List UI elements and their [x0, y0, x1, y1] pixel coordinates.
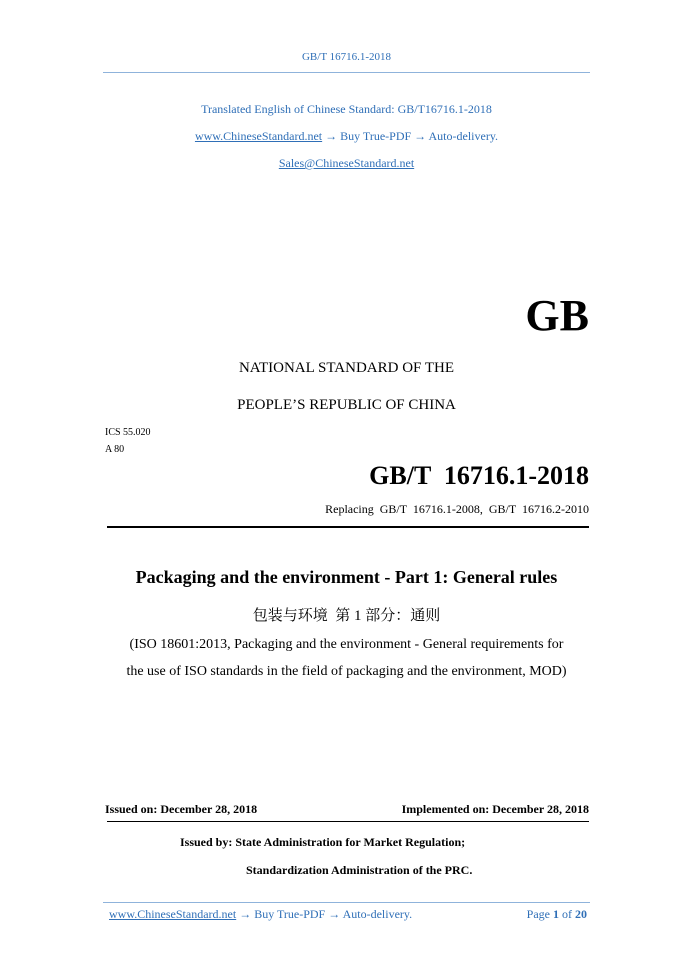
standard-number: GB/T 16716.1-2018 [369, 461, 589, 490]
footer-site-link[interactable]: www.ChineseStandard.net [109, 907, 237, 921]
total-pages: 20 [575, 907, 587, 921]
of-word: of [562, 907, 572, 921]
arrow-right-icon: → [325, 129, 338, 143]
arrow-right-icon: → [239, 907, 252, 921]
iso-reference-line2: the use of ISO standards in the field of packaging and the environment, MOD) [126, 664, 567, 679]
issued-by-line1: Issued by: State Administration for Market Regulation; [180, 835, 466, 849]
banner-links-row [0, 129, 693, 144]
running-header: GB/T 16716.1-2018 [301, 51, 392, 63]
document-title-cn: 包装与环境 第 1 部分：通则 [252, 608, 441, 624]
auto-delivery-text: Auto-delivery. [428, 129, 499, 143]
iso-reference-line1: (ISO 18601:2013, Packaging and the environment - General requirements for [129, 637, 564, 652]
national-standard-line1: NATIONAL STANDARD OF THE [238, 360, 455, 376]
footer-buy-pdf-text: Buy True-PDF [254, 907, 326, 921]
issued-by-line2: Standardization Administration of the PRC. [246, 863, 473, 877]
page-word: Page [526, 907, 550, 921]
implemented-on-date: Implemented on: December 28, 2018 [401, 802, 589, 816]
national-standard-line2: PEOPLE’S REPUBLIC OF CHINA [237, 397, 456, 413]
translation-banner: Translated English of Chinese Standard: GB/T16716.1-2018 [201, 102, 492, 116]
page-number: 1 [553, 907, 559, 921]
footer-auto-delivery-text: Auto-delivery. [342, 907, 413, 921]
arrow-right-icon: → [328, 907, 341, 921]
gb-logo-mark: GB [525, 291, 589, 340]
arrow-right-icon: → [414, 129, 427, 143]
issued-on-date: Issued on: December 28, 2018 [105, 802, 258, 816]
footer-divider [103, 902, 590, 903]
document-title-en: Packaging and the environment - Part 1: General rules [135, 567, 558, 587]
header-divider [103, 72, 590, 73]
ics-code: ICS 55.020 [105, 427, 151, 438]
title-divider [107, 526, 589, 528]
ccs-code: A 80 [105, 444, 125, 455]
email-row [0, 156, 693, 171]
replacing-note: Replacing GB/T 16716.1-2008, GB/T 16716.2-2010 [325, 502, 589, 516]
page-indicator [527, 907, 587, 922]
sales-email-link[interactable]: Sales@ChineseStandard.net [278, 156, 415, 170]
site-link[interactable]: www.ChineseStandard.net [194, 129, 323, 143]
buy-pdf-text: Buy True-PDF [340, 129, 412, 143]
footer-links-row [109, 907, 412, 922]
dates-divider [107, 821, 589, 822]
